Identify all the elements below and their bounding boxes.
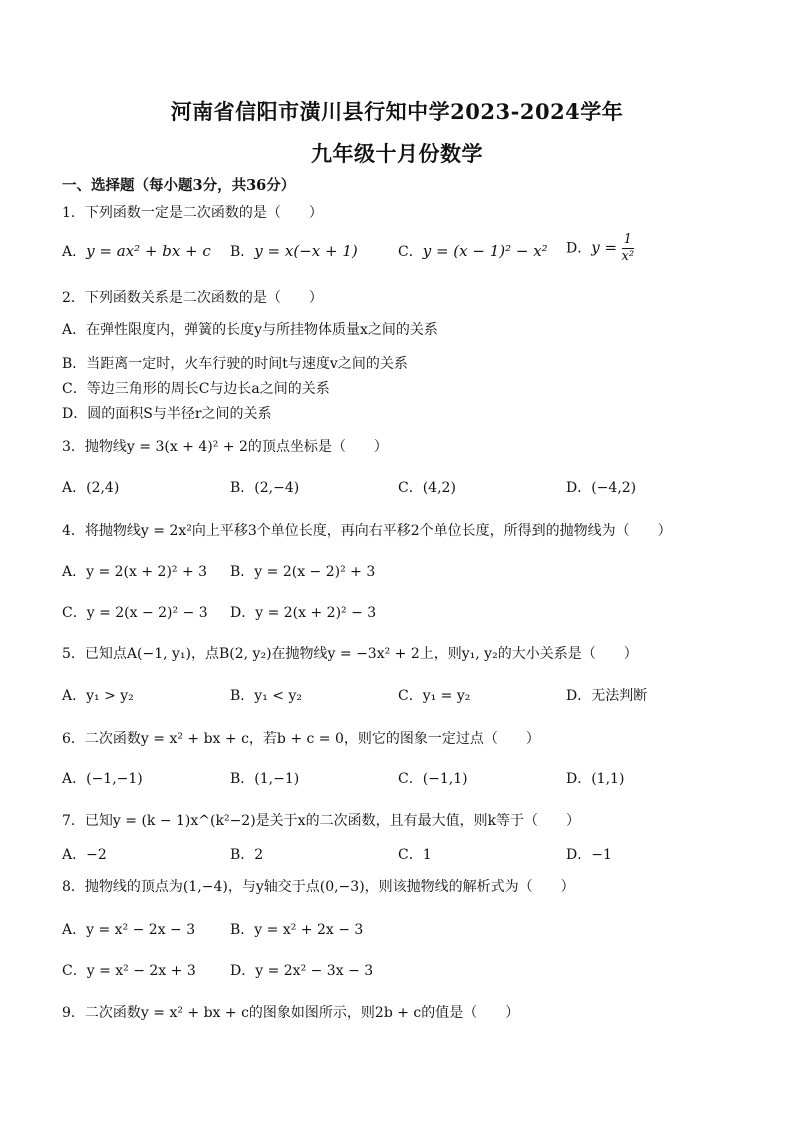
q1-b-label: B． [230, 244, 255, 260]
q6-option-d: D．(1,1) [566, 771, 625, 787]
q7-option-c: C．1 [398, 847, 432, 863]
q1-c-expr: y = (x − 1)² − x² [422, 242, 548, 260]
q5-option-d: D．无法判断 [566, 688, 648, 704]
q6-stem: 6．二次函数y = x² + bx + c，若b + c = 0，则它的图象一定过点（ ） [62, 731, 540, 747]
q2-option-a: A．在弹性限度内，弹簧的长度y与所挂物体质量x之间的关系 [62, 322, 438, 338]
q6-option-a: A．(−1,−1) [62, 771, 143, 787]
q7-option-b: B．2 [230, 847, 264, 863]
q5-option-c: C．y₁ = y₂ [398, 688, 471, 704]
q1-d-lhs: y = [591, 238, 618, 257]
q7-stem: 7．已知y = (k − 1)x^(k²−2)是关于x的二次函数，且有最大值，则k等于（ ） [62, 813, 581, 829]
q1-option-b [230, 241, 358, 261]
q1-d-numerator: 1 [622, 232, 635, 249]
q1-a-label: A． [62, 244, 87, 260]
q8-option-d: D．y = 2x² − 3x − 3 [230, 963, 374, 979]
q1-stem: 1．下列函数一定是二次函数的是（ ） [62, 205, 323, 221]
q1-b-expr: y = x(−x + 1) [254, 242, 358, 260]
q6-option-c: C．(−1,1) [398, 771, 468, 787]
q1-d-fraction [622, 232, 635, 265]
q1-option-c [398, 241, 548, 261]
q1-d-denominator: x² [621, 249, 635, 264]
q7-option-d: D．−1 [566, 847, 612, 863]
doc-title-line2: 九年级十月份数学 [311, 141, 483, 166]
doc-title-line1: 河南省信阳市潢川县行知中学2023-2024学年 [170, 99, 624, 124]
q4-option-b: B．y = 2(x − 2)² + 3 [230, 564, 376, 580]
q8-stem: 8．抛物线的顶点为(1,−4)，与y轴交于点(0,−3)，则该抛物线的解析式为（ ） [62, 879, 575, 895]
q1-d-label: D． [566, 240, 592, 257]
q8-option-c: C．y = x² − 2x + 3 [62, 963, 196, 979]
q5-option-b: B．y₁ < y₂ [230, 688, 302, 704]
q3-stem: 3．抛物线y = 3(x + 4)² + 2的顶点坐标是（ ） [62, 439, 388, 455]
q7-option-a: A．−2 [62, 847, 107, 863]
q1-c-label: C． [398, 244, 423, 260]
q1-a-expr: y = ax² + bx + c [86, 242, 211, 260]
q5-option-a: A．y₁ > y₂ [62, 688, 134, 704]
q4-option-c: C．y = 2(x − 2)² − 3 [62, 605, 208, 621]
q4-option-a: A．y = 2(x + 2)² + 3 [62, 564, 208, 580]
q4-option-d: D．y = 2(x + 2)² − 3 [230, 605, 377, 621]
section-heading: 一、选择题（每小题3分，共36分） [62, 177, 296, 194]
q8-option-b: B．y = x² + 2x − 3 [230, 922, 364, 938]
q2-option-b: B．当距离一定时，火车行驶的时间t与速度v之间的关系 [62, 356, 408, 372]
q6-option-b: B．(1,−1) [230, 771, 300, 787]
q2-option-c: C．等边三角形的周长C与边长a之间的关系 [62, 381, 330, 397]
q1-option-a [62, 241, 211, 261]
q9-stem: 9．二次函数y = x² + bx + c的图象如图所示，则2b + c的值是（ ） [62, 1005, 520, 1021]
q3-option-b: B．(2,−4) [230, 480, 300, 496]
q4-stem: 4．将抛物线y = 2x²向上平移3个单位长度，再向右平移2个单位长度，所得到的抛物线为（ ） [62, 523, 672, 539]
q1-option-d [566, 232, 634, 265]
q2-stem: 2．下列函数关系是二次函数的是（ ） [62, 290, 323, 306]
q5-stem: 5．已知点A(−1, y₁)，点B(2, y₂)在抛物线y = −3x² + 2上，则y₁, y₂的大小关系是（ ） [62, 646, 638, 662]
q3-option-d: D．(−4,2) [566, 480, 637, 496]
q2-option-d: D．圆的面积S与半径r之间的关系 [62, 406, 272, 422]
q3-option-a: A．(2,4) [62, 480, 120, 496]
q8-option-a: A．y = x² − 2x − 3 [62, 922, 196, 938]
q3-option-c: C．(4,2) [398, 480, 456, 496]
